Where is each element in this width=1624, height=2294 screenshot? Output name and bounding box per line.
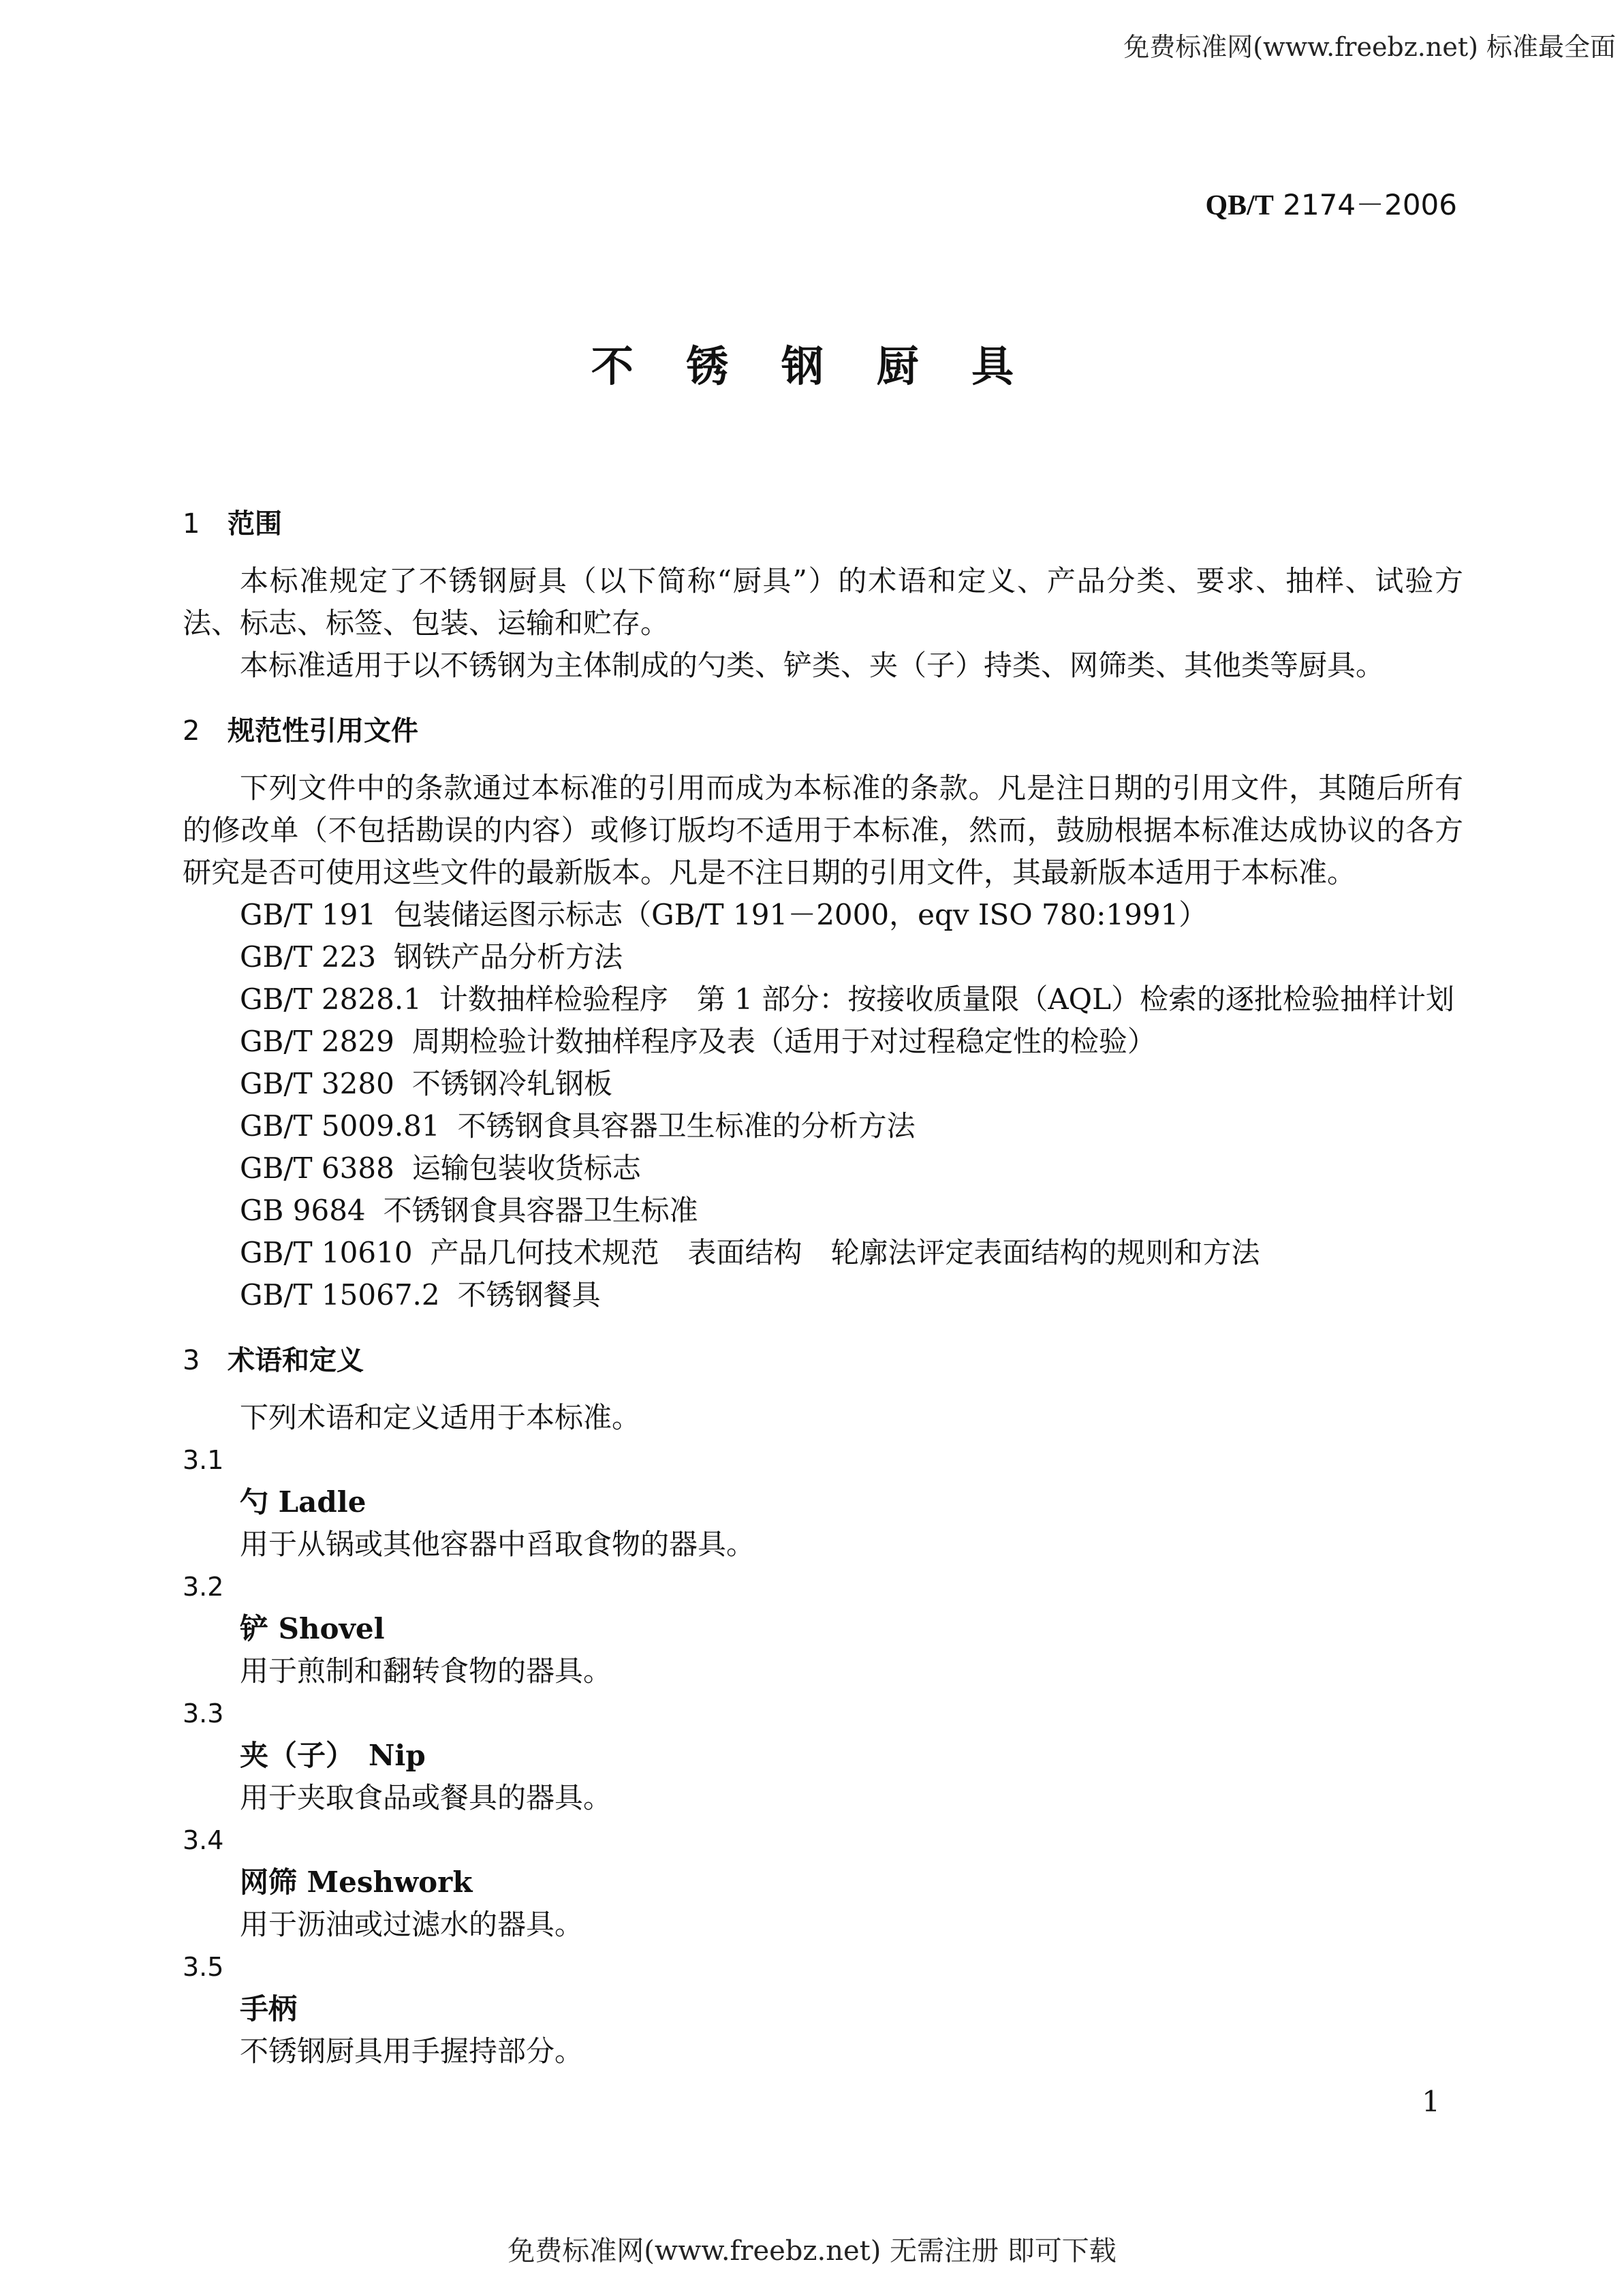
term-number: 3.2 xyxy=(183,1572,224,1602)
section-title: 规范性引用文件 xyxy=(228,715,418,747)
reference-title: 包装储运图示标志（GB/T 191－2000，eqv ISO 780:1991） xyxy=(394,898,1208,931)
scope-paragraph: 本标准规定了不锈钢厨具（以下简称“厨具”）的术语和定义、产品分类、要求、抽样、试验方法、标志、标签、包装、运输和贮存。 xyxy=(183,564,1463,640)
section-number: 1 xyxy=(183,508,200,540)
term-definition: 用于沥油或过滤水的器具。 xyxy=(240,1908,584,1941)
term-definition: 用于从锅或其他容器中舀取食物的器具。 xyxy=(240,1528,755,1561)
watermark-top: 免费标准网(www.freebz.net) 标准最全面 xyxy=(1123,32,1616,62)
reference-code: GB/T 15067.2 xyxy=(240,1278,440,1312)
reference-title: 计数抽样检验程序 第 1 部分：按接收质量限（AQL）检索的逐批检验抽样计划 xyxy=(439,982,1454,1016)
reference-code: GB/T 5009.81 xyxy=(240,1109,440,1143)
reference-item xyxy=(183,1274,1463,1316)
standard-code-number: 2174－2006 xyxy=(1283,188,1457,221)
reference-item xyxy=(183,936,1463,978)
reference-item xyxy=(183,1147,1463,1190)
scope-paragraph: 本标准适用于以不锈钢为主体制成的勺类、铲类、夹（子）持类、网筛类、其他类等厨具。 xyxy=(240,649,1385,682)
terms-intro: 下列术语和定义适用于本标准。 xyxy=(240,1401,641,1434)
reference-code: GB/T 2828.1 xyxy=(240,982,422,1016)
reference-code: GB/T 2829 xyxy=(240,1025,394,1058)
watermark-bottom: 免费标准网(www.freebz.net) 无需注册 即可下载 xyxy=(507,2235,1116,2267)
term-definition: 用于夹取食品或餐具的器具。 xyxy=(240,1781,612,1814)
term-name: 手柄 xyxy=(240,1992,298,2026)
section-heading-scope xyxy=(183,503,1463,545)
reference-item xyxy=(183,1190,1463,1232)
section-title: 术语和定义 xyxy=(228,1345,364,1376)
term-number: 3.4 xyxy=(183,1825,224,1855)
reference-code: GB 9684 xyxy=(240,1194,366,1227)
reference-code: GB/T 3280 xyxy=(240,1067,394,1100)
term-name: 铲 Shovel xyxy=(240,1612,385,1645)
reference-item xyxy=(183,1063,1463,1105)
section-title: 范围 xyxy=(228,508,282,540)
standard-code xyxy=(1205,183,1457,223)
reference-title: 钢铁产品分析方法 xyxy=(394,940,623,974)
term-number: 3.3 xyxy=(183,1699,224,1729)
term-name: 网筛 Meshwork xyxy=(240,1865,473,1899)
term-number: 3.5 xyxy=(183,1952,224,1982)
reference-item xyxy=(183,1232,1463,1274)
reference-item xyxy=(183,1105,1463,1147)
references-intro: 下列文件中的条款通过本标准的引用而成为本标准的条款。凡是注日期的引用文件，其随后所有的修改单（不包括勘误的内容）或修订版均不适用于本标准，然而，鼓励根据本标准达成协议的各方研究是否可使用这些文件的最新版本。凡是不注日期的引用文件，其最新版本适用于本标准。 xyxy=(183,771,1463,889)
reference-item xyxy=(183,894,1463,936)
document-title: 不 锈 钢 厨 具 xyxy=(591,341,1033,391)
reference-code: GB/T 10610 xyxy=(240,1236,413,1269)
term-definition: 不锈钢厨具用手握持部分。 xyxy=(240,2034,584,2068)
section-heading-references xyxy=(183,710,1463,752)
reference-title: 不锈钢食具容器卫生标准 xyxy=(383,1194,698,1227)
reference-title: 不锈钢餐具 xyxy=(457,1278,601,1312)
term-definition: 用于煎制和翻转食物的器具。 xyxy=(240,1654,612,1688)
reference-item xyxy=(183,1021,1463,1063)
document-body xyxy=(183,503,1463,2073)
reference-title: 运输包装收货标志 xyxy=(411,1151,641,1185)
reference-code: GB/T 6388 xyxy=(240,1151,394,1185)
reference-code: GB/T 223 xyxy=(240,940,377,974)
reference-item xyxy=(183,978,1463,1021)
standard-code-prefix: QB/T xyxy=(1205,190,1274,221)
term-name: 勺 Ladle xyxy=(240,1485,366,1519)
reference-title: 产品几何技术规范 表面结构 轮廓法评定表面结构的规则和方法 xyxy=(430,1236,1260,1269)
section-heading-terms xyxy=(183,1339,1463,1382)
reference-title: 不锈钢食具容器卫生标准的分析方法 xyxy=(457,1109,916,1143)
term-number: 3.1 xyxy=(183,1445,224,1475)
page-number: 1 xyxy=(1422,2085,1440,2118)
reference-title: 不锈钢冷轧钢板 xyxy=(411,1067,612,1100)
reference-code: GB/T 191 xyxy=(240,898,377,931)
term-name: 夹（子） Nip xyxy=(240,1739,426,1772)
section-number: 2 xyxy=(183,715,200,747)
reference-title: 周期检验计数抽样程序及表（适用于对过程稳定性的检验） xyxy=(411,1025,1156,1058)
section-number: 3 xyxy=(183,1345,200,1376)
